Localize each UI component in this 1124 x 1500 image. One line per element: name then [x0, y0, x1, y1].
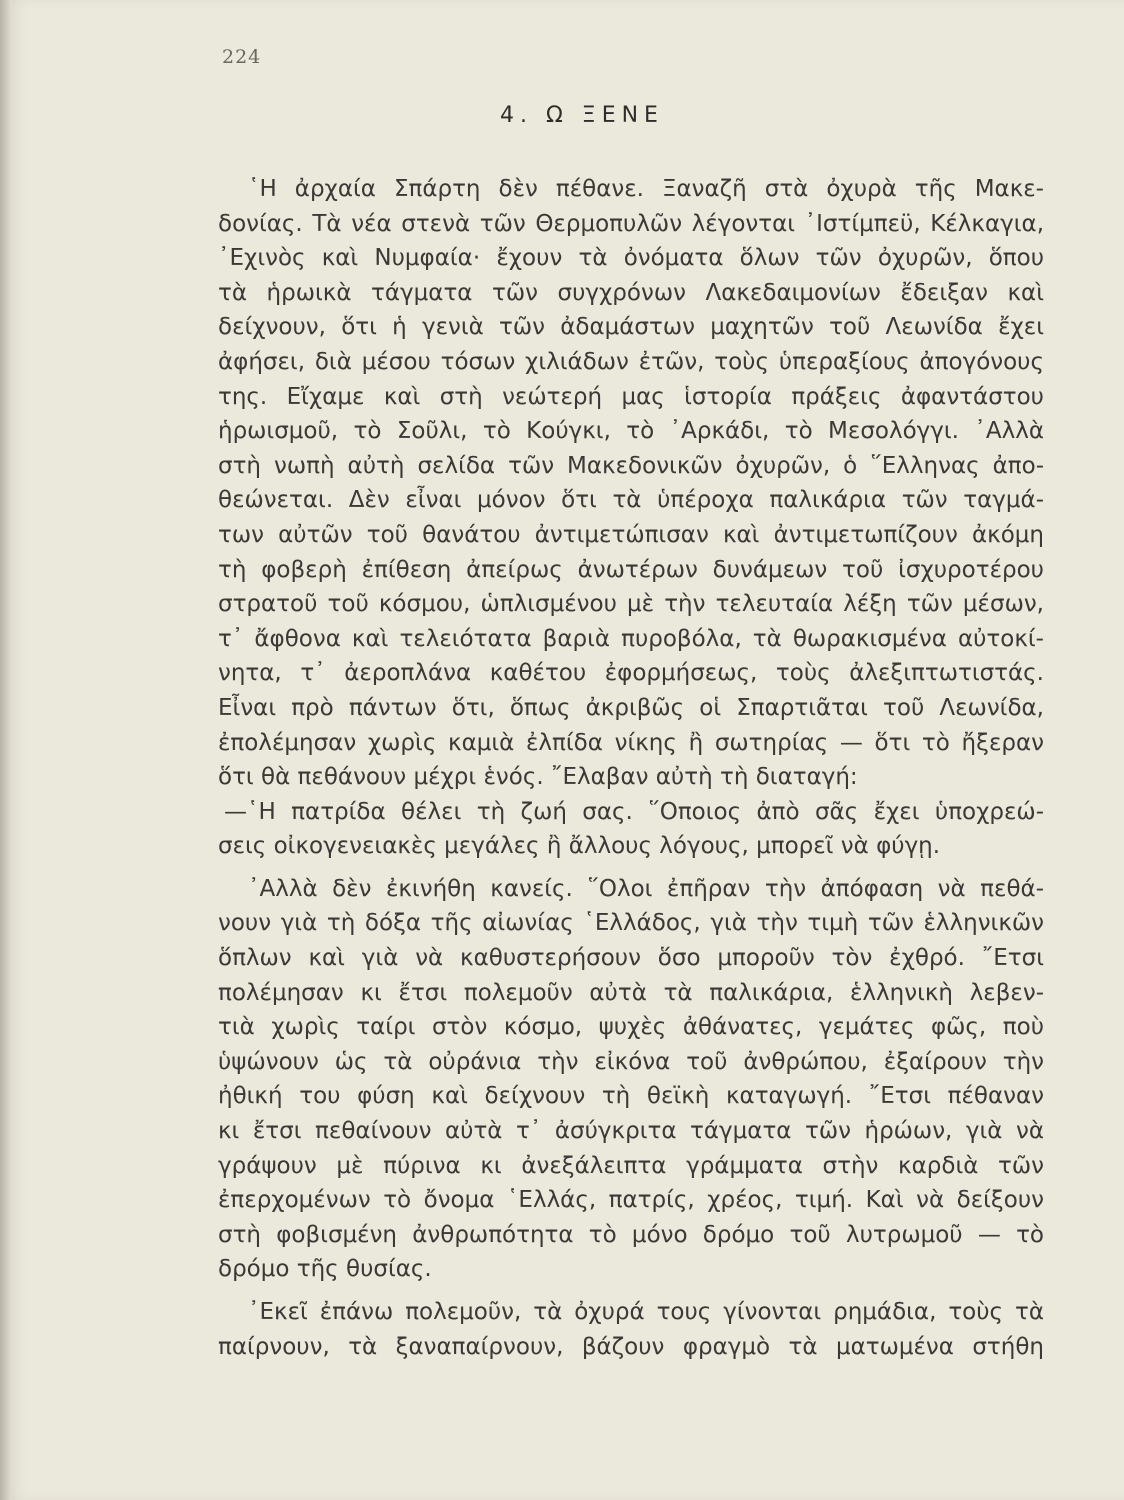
text-line: πολέμησαν κι ἔτσι πολεμοῦν αὐτὰ τὰ παλικάρια, ἑλληνικὴ λεβεν- [218, 979, 1044, 1006]
text-line: τὴ φοβερὴ ἐπίθεση ἀπείρως ἀνωτέρων δυνάμεων τοῦ ἰσχυροτέρου [218, 556, 1044, 583]
text-line: ὅπλων καὶ γιὰ νὰ καθυστερήσουν ὅσο μποροῦν τὸν ἐχθρό. ῎Ετσι [218, 945, 1044, 972]
text-line: ἀφήσει, διὰ μέσου τόσων χιλιάδων ἐτῶν, τοὺς ὑπεραξίους ἀπογόνους [218, 348, 1044, 375]
text-line: τιὰ χωρὶς ταίρι στὸν κόσμο, ψυχὲς ἀθάνατες, γεμάτες φῶς, ποὺ [218, 1014, 1044, 1041]
text-line: ἠθική του φύση καὶ δείχνουν τὴ θεϊκὴ καταγωγή. ῎Ετσι πέθαναν [218, 1083, 1044, 1110]
text-line: —῾Η πατρίδα θέλει τὴ ζωή σας. ῞Οποιος ἀπὸ σᾶς ἔχει ὑποχρεώ- [224, 798, 1044, 825]
paragraph-gap [218, 864, 1044, 872]
text-line: τ᾿ ἄφθονα καὶ τελειότατα βαριὰ πυροβόλα, τὰ θωρακισμένα αὐτοκί- [218, 625, 1044, 652]
text-line: νητα, τ᾿ ἀεροπλάνα καθέτου ἐφορμήσεως, τοὺς ἀλεξιπτωτιστάς. [218, 660, 1044, 687]
text-line: τὰ ἡρωικὰ τάγματα τῶν συγχρόνων Λακεδαιμονίων ἔδειξαν καὶ [218, 279, 1044, 306]
paragraph-2 [218, 795, 1044, 864]
text-line: ᾿Εκεῖ ἐπάνω πολεμοῦν, τὰ ὀχυρά τους γίνονται ρημάδια, τοὺς τὰ [248, 1299, 1044, 1325]
page-number: 224 [222, 46, 262, 68]
paragraph-3 [218, 872, 1044, 1287]
text-line: των αὐτῶν τοῦ θανάτου ἀντιμετώπισαν καὶ ἀντιμετωπίζουν ἀκόμη [218, 521, 1044, 548]
text-line: της. Εἴχαμε καὶ στὴ νεώτερή μας ἱστορία πράξεις ἀφαντάστου [218, 383, 1044, 410]
text-line: σεις οἰκογενειακὲς μεγάλες ἢ ἄλλους λόγους, μπορεῖ νὰ φύγῃ. [218, 833, 941, 860]
text-line: ἐπολέμησαν χωρὶς καμιὰ ἐλπίδα νίκης ἢ σωτηρίας — ὅτι τὸ ἤξεραν [218, 729, 1044, 756]
text-line: δρόμο τῆς θυσίας. [218, 1256, 432, 1283]
text-line: δονίας. Τὰ νέα στενὰ τῶν Θερμοπυλῶν λέγονται ᾿Ιστίμπεϋ, Κέλκαγια, [218, 210, 1044, 237]
text-line: Εἶναι πρὸ πάντων ὅτι, ὅπως ἀκριβῶς οἱ Σπαρτιᾶται τοῦ Λεωνίδα, [218, 694, 1044, 721]
text-line: ῾Η ἀρχαία Σπάρτη δὲν πέθανε. Ξαναζῆ στὰ ὀχυρὰ τῆς Μακε- [248, 176, 1044, 202]
chapter-title: 4. Ω ΞΕΝΕ [500, 103, 664, 128]
body-text [218, 172, 1044, 1364]
text-line: ὅτι θὰ πεθάνουν μέχρι ἑνός. ῎Ελαβαν αὐτὴ τὴ διαταγή: [218, 764, 858, 791]
paragraph-gap [218, 1287, 1044, 1295]
text-line: ᾿Αλλὰ δὲν ἐκινήθη κανείς. ῞Ολοι ἐπῆραν τὴν ἀπόφαση νὰ πεθά- [248, 875, 1044, 902]
text-line: νουν γιὰ τὴ δόξα τῆς αἰωνίας ῾Ελλάδος, γιὰ τὴν τιμὴ τῶν ἑλληνικῶν [218, 910, 1044, 937]
text-line: στρατοῦ τοῦ κόσμου, ὡπλισμένου μὲ τὴν τελευταία λέξη τῶν μέσων, [218, 591, 1044, 618]
text-line: ἡρωισμοῦ, τὸ Σοῦλι, τὸ Κούγκι, τὸ ᾿Αρκάδι, τὸ Μεσολόγγι. ᾿Αλλὰ [218, 418, 1044, 445]
text-line: θεώνεται. Δὲν εἶναι μόνον ὅτι τὰ ὑπέροχα παλικάρια τῶν ταγμά- [218, 487, 1044, 514]
text-line: ὑψώνουν ὡς τὰ οὐράνια τὴν εἰκόνα τοῦ ἀνθρώπου, ἐξαίρουν τὴν [218, 1048, 1044, 1075]
text-line: κι ἔτσι πεθαίνουν αὐτὰ τ᾿ ἀσύγκριτα τάγματα τῶν ἡρώων, γιὰ νὰ [218, 1118, 1044, 1145]
paragraph-4 [218, 1295, 1044, 1364]
text-line: ἐπερχομένων τὸ ὄνομα ῾Ελλάς, πατρίς, χρέος, τιμή. Καὶ νὰ δείξουν [218, 1187, 1044, 1214]
text-line: ᾿Εχινὸς καὶ Νυμφαία· ἔχουν τὰ ὀνόματα ὅλων τῶν ὀχυρῶν, ὅπου [218, 245, 1044, 272]
page-binding-edge [0, 0, 12, 1500]
text-line: στὴ φοβισμένη ἀνθρωπότητα τὸ μόνο δρόμο τοῦ λυτρωμοῦ — τὸ [218, 1221, 1044, 1248]
text-line: παίρνουν, τὰ ξαναπαίρνουν, βάζουν φραγμὸ τὰ ματωμένα στήθη [218, 1333, 1044, 1360]
text-line: δείχνουν, ὅτι ἡ γενιὰ τῶν ἀδαμάστων μαχητῶν τοῦ Λεωνίδα ἔχει [218, 314, 1044, 341]
text-line: γράψουν μὲ πύρινα κι ἀνεξάλειπτα γράμματα στὴν καρδιὰ τῶν [218, 1152, 1044, 1179]
paragraph-1 [218, 172, 1044, 795]
text-line: στὴ νωπὴ αὐτὴ σελίδα τῶν Μακεδονικῶν ὀχυρῶν, ὁ ῞Ελληνας ἀπο- [218, 452, 1044, 479]
